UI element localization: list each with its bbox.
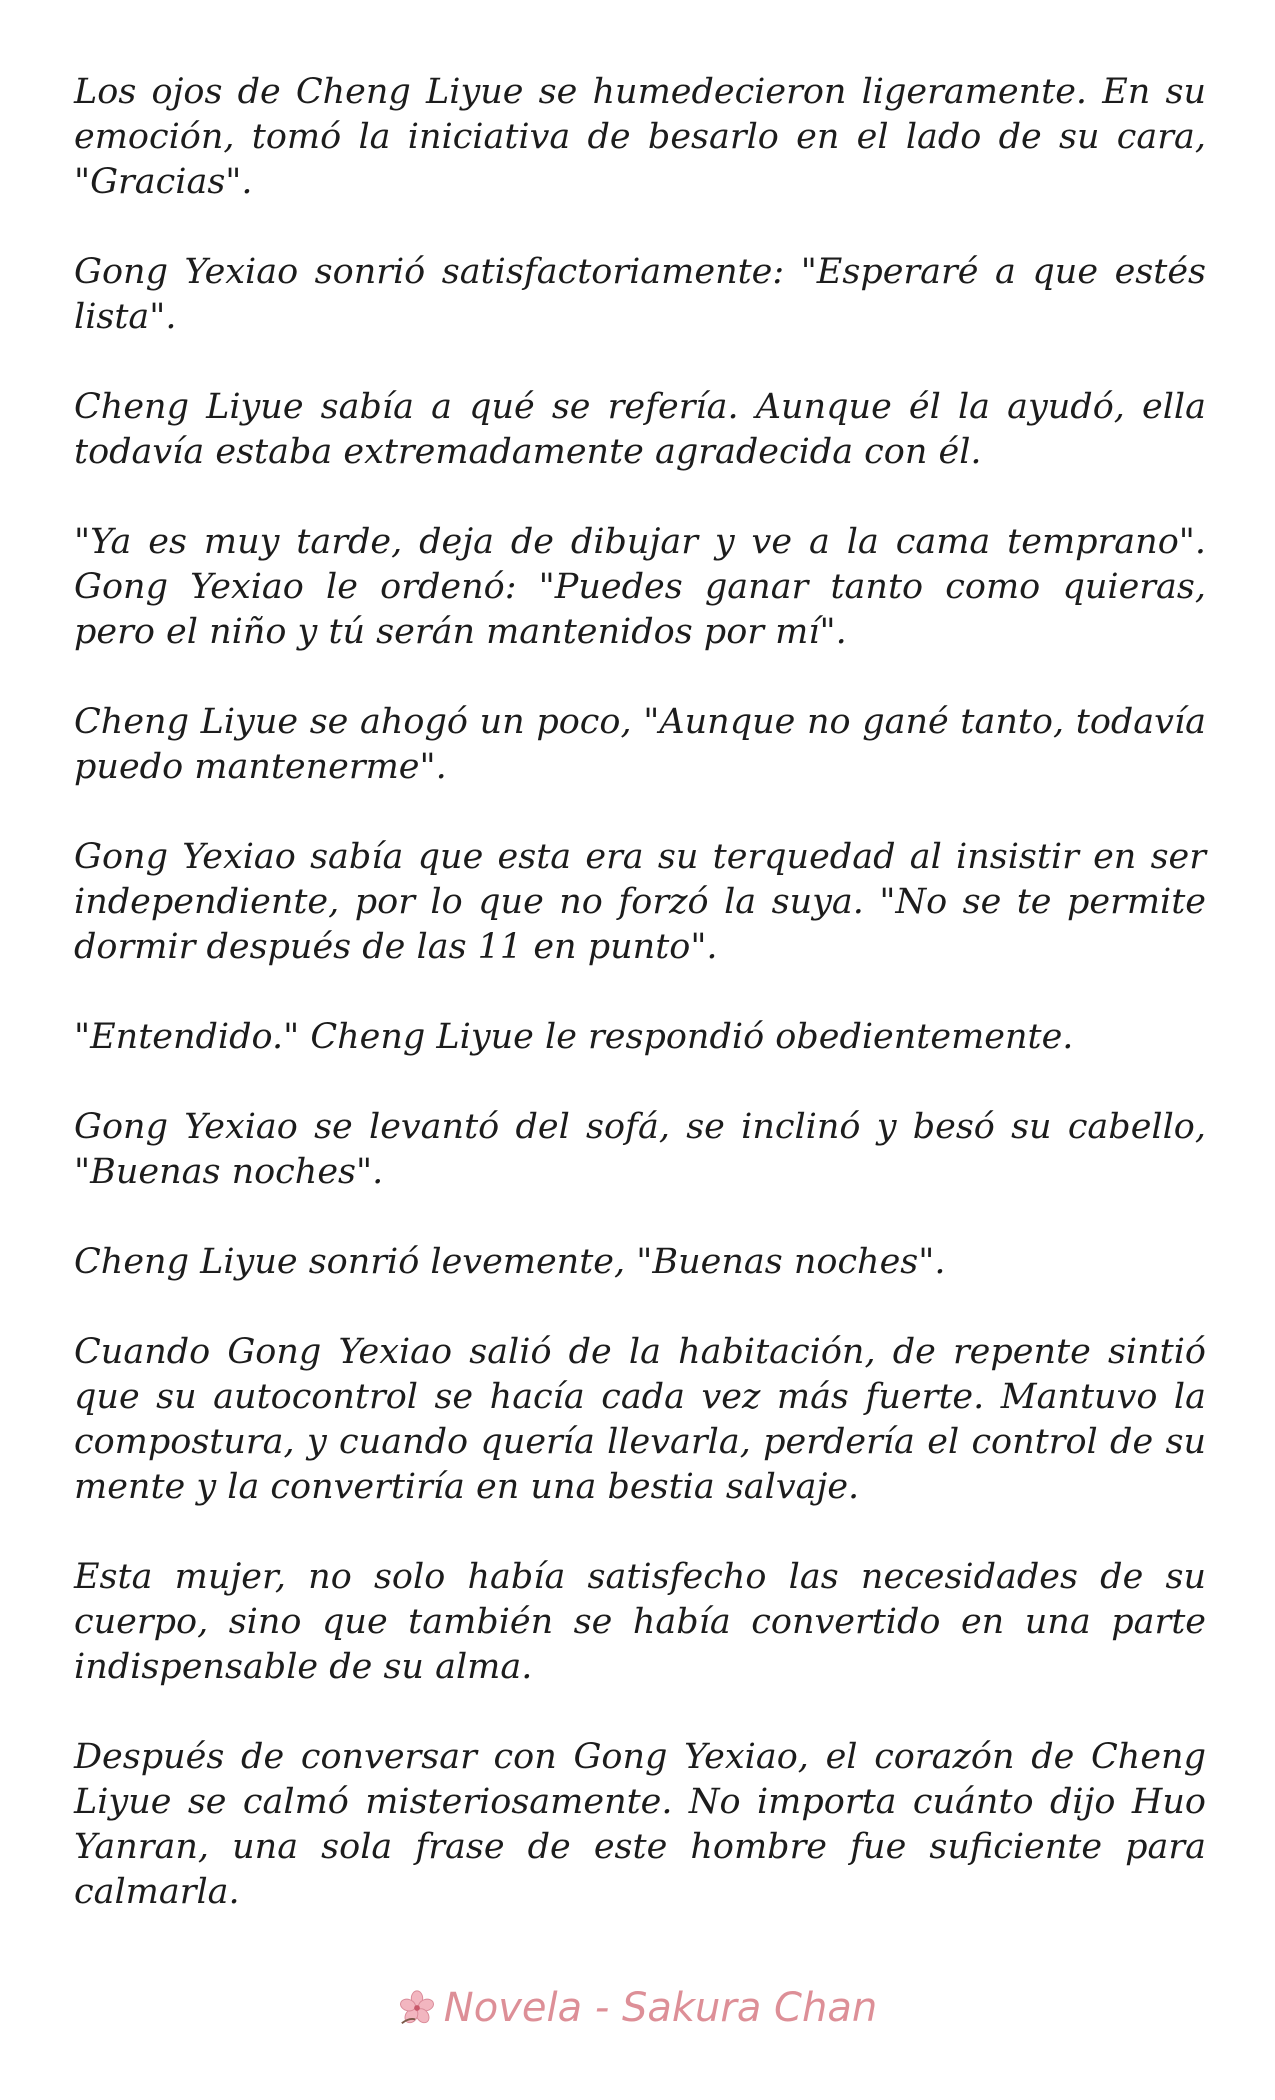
paragraph-1: Los ojos de Cheng Liyue se humedecieron ligeramente. En su emoción, tomó la iniciativa de besarlo en el lado de su cara, "Gracias".: [74, 72, 1206, 202]
paragraph-6: Gong Yexiao sabía que esta era su terquedad al insistir en ser independiente, por lo que no forzó la suya. "No se te permite dormir después de las 11 en punto".: [74, 837, 1206, 967]
paragraph-12: Después de conversar con Gong Yexiao, el corazón de Cheng Liyue se calmó misteriosamente. No importa cuánto dijo Huo Yanran, una sola frase de este hombre fue suficiente para calmarla.: [74, 1737, 1206, 1912]
paragraph-4: "Ya es muy tarde, deja de dibujar y ve a la cama temprano". Gong Yexiao le ordenó: "Puedes ganar tanto como quieras, pero el niño y tú serán mantenidos por mí".: [74, 522, 1206, 652]
paragraph-3: Cheng Liyue sabía a qué se refería. Aunque él la ayudó, ella todavía estaba extremadamente agradecida con él.: [74, 387, 1206, 472]
chapter-text: [74, 70, 1206, 1960]
paragraph-8: Gong Yexiao se levantó del sofá, se inclinó y besó su cabello, "Buenas noches".: [74, 1107, 1206, 1192]
paragraph-5: Cheng Liyue se ahogó un poco, "Aunque no gané tanto, todavía puedo mantenerme".: [74, 702, 1206, 787]
watermark-text: Novela - Sakura Chan: [443, 1985, 878, 2031]
watermark-brand: [398, 1985, 877, 2031]
paragraph-9: Cheng Liyue sonrió levemente, "Buenas noches".: [74, 1242, 946, 1282]
watermark: [0, 1985, 1275, 2032]
paragraph-7: "Entendido." Cheng Liyue le respondió obedientemente.: [74, 1017, 1074, 1057]
paragraph-10: Cuando Gong Yexiao salió de la habitación, de repente sintió que su autocontrol se hacía cada vez más fuerte. Mantuvo la compostura, y cuando quería llevarla, perdería el control de su mente y la convertiría en una bestia salvaje.: [74, 1332, 1206, 1507]
sakura-flower-icon: [398, 1989, 436, 2027]
paragraph-2: Gong Yexiao sonrió satisfactoriamente: "Esperaré a que estés lista".: [74, 252, 1206, 337]
paragraph-11: Esta mujer, no solo había satisfecho las necesidades de su cuerpo, sino que también se había convertido en una parte indispensable de su alma.: [74, 1557, 1206, 1687]
